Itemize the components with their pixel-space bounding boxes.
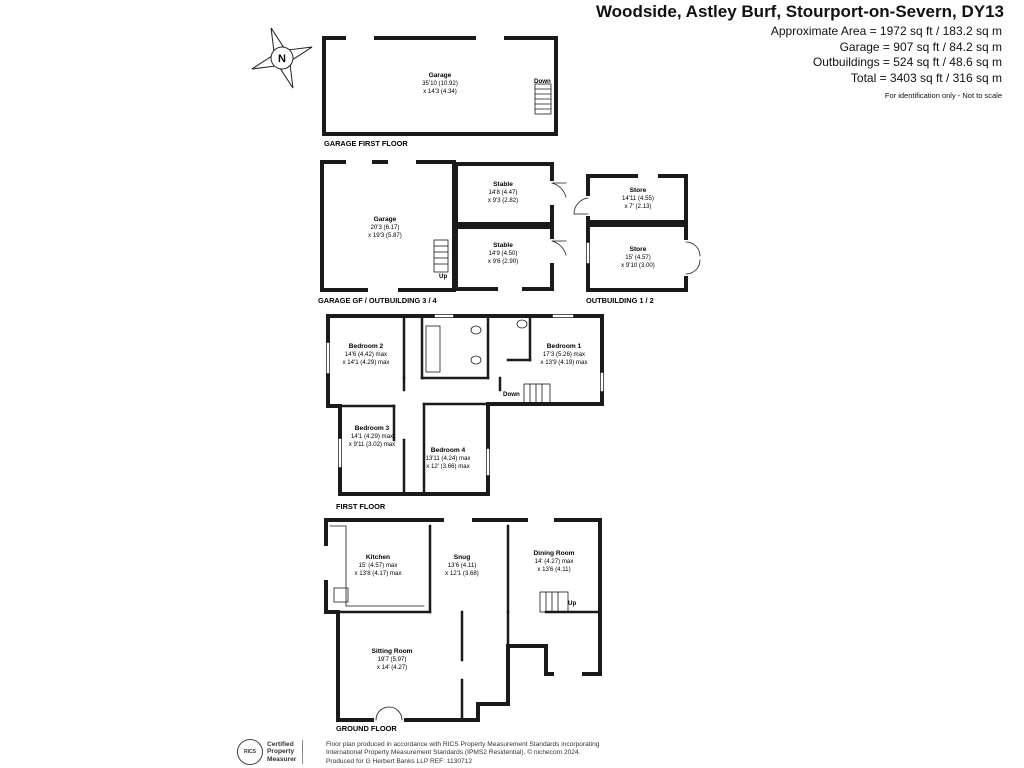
stair-label-down-garage: Down [534,78,551,85]
svg-text:35'10 (10.92): 35'10 (10.92) [422,80,458,87]
svg-text:Bedroom 1: Bedroom 1 [546,343,582,350]
room-bedroom-2 [343,343,390,366]
stair-label-up-garage: Up [439,273,448,280]
badge-line-2: Property [267,748,295,756]
svg-text:Sitting Room: Sitting Room [371,648,413,655]
svg-text:Kitchen: Kitchen [365,554,391,561]
room-sitting [371,648,412,671]
first-floor-stairs [524,384,550,404]
svg-text:14'6 (4.42) max: 14'6 (4.42) max [344,351,388,358]
page-title: Woodside, Astley Burf, Stourport-on-Severn, DY13 [595,2,1004,21]
room-bedroom-3 [349,425,395,448]
ground-floor-stairs [540,592,568,612]
svg-text:19'7 (5.97): 19'7 (5.97) [377,656,407,663]
toilet-icon [471,326,481,334]
footer-text [326,741,599,766]
area-line-total: Total = 3403 sq ft / 316 sq m [850,70,1002,85]
room-dining [533,550,574,573]
compass-label: N [278,53,286,65]
footer-line-3: Produced for G Herbert Banks LLP REF: 1130712 [326,757,472,765]
svg-text:Bedroom 2: Bedroom 2 [348,343,384,350]
svg-text:x 12' (3.66) max: x 12' (3.66) max [426,463,470,470]
svg-text:14'8 (4.47): 14'8 (4.47) [488,189,518,196]
room-bedroom-4 [425,447,470,470]
room-kitchen [355,554,402,577]
area-line-garage: Garage = 907 sq ft / 84.2 sq m [839,39,1002,54]
svg-text:14'9 (4.50): 14'9 (4.50) [488,250,518,257]
svg-text:x 13'8 (4.17) max: x 13'8 (4.17) max [354,570,402,577]
svg-text:x 9'10 (3.00): x 9'10 (3.00) [621,262,655,269]
bath-icon [426,326,440,372]
svg-text:13'11 (4.24) max: 13'11 (4.24) max [425,455,471,462]
area-line-approx: Approximate Area = 1972 sq ft / 183.2 sq m [770,24,1002,38]
svg-text:17'3 (5.26) max: 17'3 (5.26) max [542,351,586,358]
stair-label-down-first: Down [503,391,520,398]
badge-line-1: Certified [267,740,294,748]
svg-text:Stable: Stable [493,181,513,188]
garage-first-floor-stairs [535,84,551,114]
room-bedroom-1 [541,343,588,366]
identification-note: For identification only - Not to scale [884,91,1002,100]
svg-text:Garage: Garage [373,216,397,223]
badge-line-3: Measurer [267,755,297,763]
svg-text:15' (4.57) max: 15' (4.57) max [358,562,398,569]
svg-text:Store: Store [629,246,647,253]
basin-icon [471,356,481,364]
svg-text:x 9'11 (3.02) max: x 9'11 (3.02) max [348,441,396,448]
svg-text:Snug: Snug [453,554,471,561]
ensuite-toilet-icon [517,320,527,328]
room-store-top [622,187,654,210]
room-garage-lower [368,216,402,239]
svg-text:x 7' (2.13): x 7' (2.13) [624,203,652,210]
svg-text:Bedroom 4: Bedroom 4 [430,447,466,454]
room-stable-top [488,181,518,204]
svg-text:x 13'6 (4.11): x 13'6 (4.11) [537,566,571,573]
svg-text:15' (4.57): 15' (4.57) [625,254,651,261]
floor-label-first: FIRST FLOOR [336,502,386,511]
svg-text:14'1 (4.29) max: 14'1 (4.29) max [350,433,394,440]
room-store-bottom [621,246,655,269]
svg-text:x 14'1 (4.29) max: x 14'1 (4.29) max [342,359,390,366]
floor-label-garage-gf: GARAGE GF / OUTBUILDING 3 / 4 [318,296,437,305]
rics-logo-icon: RICS [237,739,263,765]
svg-text:x 9'6 (2.90): x 9'6 (2.90) [487,258,519,265]
svg-text:Stable: Stable [493,242,513,249]
rics-badge [237,739,303,765]
svg-text:x 19'3 (5.87): x 19'3 (5.87) [368,232,402,239]
floor-label-garage-first: GARAGE FIRST FLOOR [324,139,408,148]
svg-text:x 14'3 (4.34): x 14'3 (4.34) [423,88,457,95]
stair-label-up-ground: Up [568,600,577,607]
svg-text:Garage: Garage [428,72,452,79]
svg-text:14'11 (4.55): 14'11 (4.55) [622,195,654,202]
svg-text:Bedroom 3: Bedroom 3 [354,425,390,432]
room-stable-bottom [488,242,518,265]
footer-line-1: Floor plan produced in accordance with RICS Property Measurement Standards incorporating [326,741,600,748]
footer-line-2: International Property Measurement Standards (IPMS2 Residential). © nichecom 2024. [326,749,581,757]
room-snug [445,554,479,577]
floor-label-ground: GROUND FLOOR [336,724,397,733]
floor-label-outbuilding: OUTBUILDING 1 / 2 [586,296,654,305]
svg-text:x 12'1 (3.68): x 12'1 (3.68) [445,570,479,577]
garage-ground-stairs [434,240,448,272]
svg-text:x 14' (4.27): x 14' (4.27) [376,664,408,671]
svg-text:Store: Store [629,187,647,194]
svg-text:20'3 (6.17): 20'3 (6.17) [370,224,400,231]
svg-text:Dining Room: Dining Room [533,550,575,557]
room-garage-upper [422,72,458,95]
svg-text:x 13'9 (4.19) max: x 13'9 (4.19) max [540,359,588,366]
svg-text:13'6 (4.11): 13'6 (4.11) [447,562,477,569]
area-line-outbuildings: Outbuildings = 524 sq ft / 48.6 sq m [812,55,1002,69]
svg-text:14' (4.27) max: 14' (4.27) max [534,558,574,565]
svg-text:x 9'3 (2.82): x 9'3 (2.82) [487,197,519,204]
